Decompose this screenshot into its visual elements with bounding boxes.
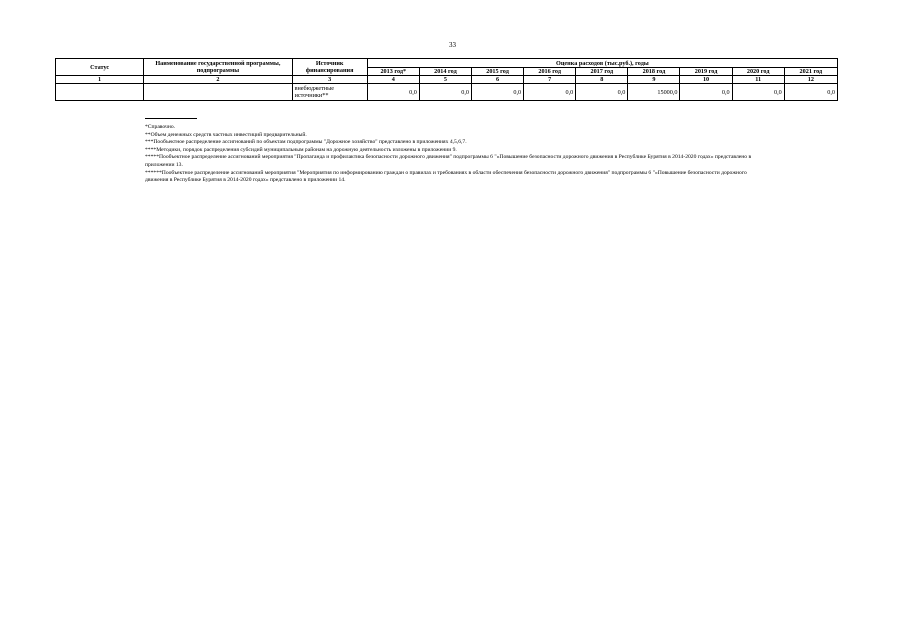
column-number: 6 (471, 76, 523, 84)
header-year: 2017 год (576, 68, 628, 76)
header-year: 2019 год (680, 68, 732, 76)
cell-value: 0,0 (367, 84, 419, 101)
cell-value: 0,0 (471, 84, 523, 101)
column-number: 8 (576, 76, 628, 84)
footnote: ***Пообъектное распределение ассигнований по объектам подпрограммы "Дорожное хозяйство" представлено в приложениях 4,5,6,7. (145, 139, 467, 146)
header-year: 2018 год (628, 68, 680, 76)
header-estimate: Оценка расходов (тыс.руб.), годы (367, 59, 837, 68)
table-header-row (56, 59, 838, 68)
column-number: 7 (524, 76, 576, 84)
header-year: 2014 год (419, 68, 471, 76)
header-year: 2013 год* (367, 68, 419, 76)
cell-program-name (144, 84, 292, 101)
header-year: 2020 год (732, 68, 784, 76)
header-funding-source: Источник финансирования (292, 59, 367, 76)
column-number: 2 (144, 76, 292, 84)
footnotes (145, 124, 765, 185)
column-number: 1 (56, 76, 144, 84)
footnote: ****Методики, порядок распределения субсидий муниципальным районам на дорожную деятельность изложены в приложении 9. (145, 146, 457, 153)
header-program-name: Наименование государственной программы, подпрограммы (144, 59, 292, 76)
footnote: ******Пообъектное распределение ассигнований мероприятия "Мероприятия по информированию граждан о правилах и требованиях в области обеспечения безопасности дорожного движения" подпрограммы 6 "«Повышение безопасности дорожного движения в Республике Бурятия в 2014-2020 годах» представлено в приложении 14. (145, 169, 747, 184)
column-number: 12 (784, 76, 837, 84)
column-number: 11 (732, 76, 784, 84)
footnote: **Объем денежных средств частных инвестиций предварительный. (145, 131, 307, 138)
cell-value: 0,0 (419, 84, 471, 101)
table-row (56, 84, 838, 101)
table-column-number-row (56, 76, 838, 84)
header-year: 2016 год (524, 68, 576, 76)
cell-value: 0,0 (680, 84, 732, 101)
footnote-separator (145, 118, 197, 119)
footnote: *****Пообъектное распределение ассигнований мероприятия "Пропаганда и профилактика безопасности дорожного движения" подпрограммы 6 "«Повышение безопасности дорожного движения в Республике Бурятия в 2014-2020 годах» представлено в приложении 13. (145, 154, 752, 168)
footnote: *Справочно. (145, 124, 176, 130)
cell-value: 0,0 (732, 84, 784, 101)
column-number: 9 (628, 76, 680, 84)
column-number: 5 (419, 76, 471, 84)
column-number: 3 (292, 76, 367, 84)
header-year: 2015 год (471, 68, 523, 76)
header-status: Статус (56, 59, 144, 76)
page-number: 33 (449, 41, 456, 49)
column-number: 10 (680, 76, 732, 84)
cell-value: 0,0 (576, 84, 628, 101)
cell-status (56, 84, 144, 101)
budget-table (55, 58, 838, 101)
header-year: 2021 год (784, 68, 837, 76)
column-number: 4 (367, 76, 419, 84)
cell-value: 0,0 (524, 84, 576, 101)
cell-funding-source: внебюджетные источники** (292, 84, 367, 101)
cell-value: 15000,0 (628, 84, 680, 101)
cell-value: 0,0 (784, 84, 837, 101)
